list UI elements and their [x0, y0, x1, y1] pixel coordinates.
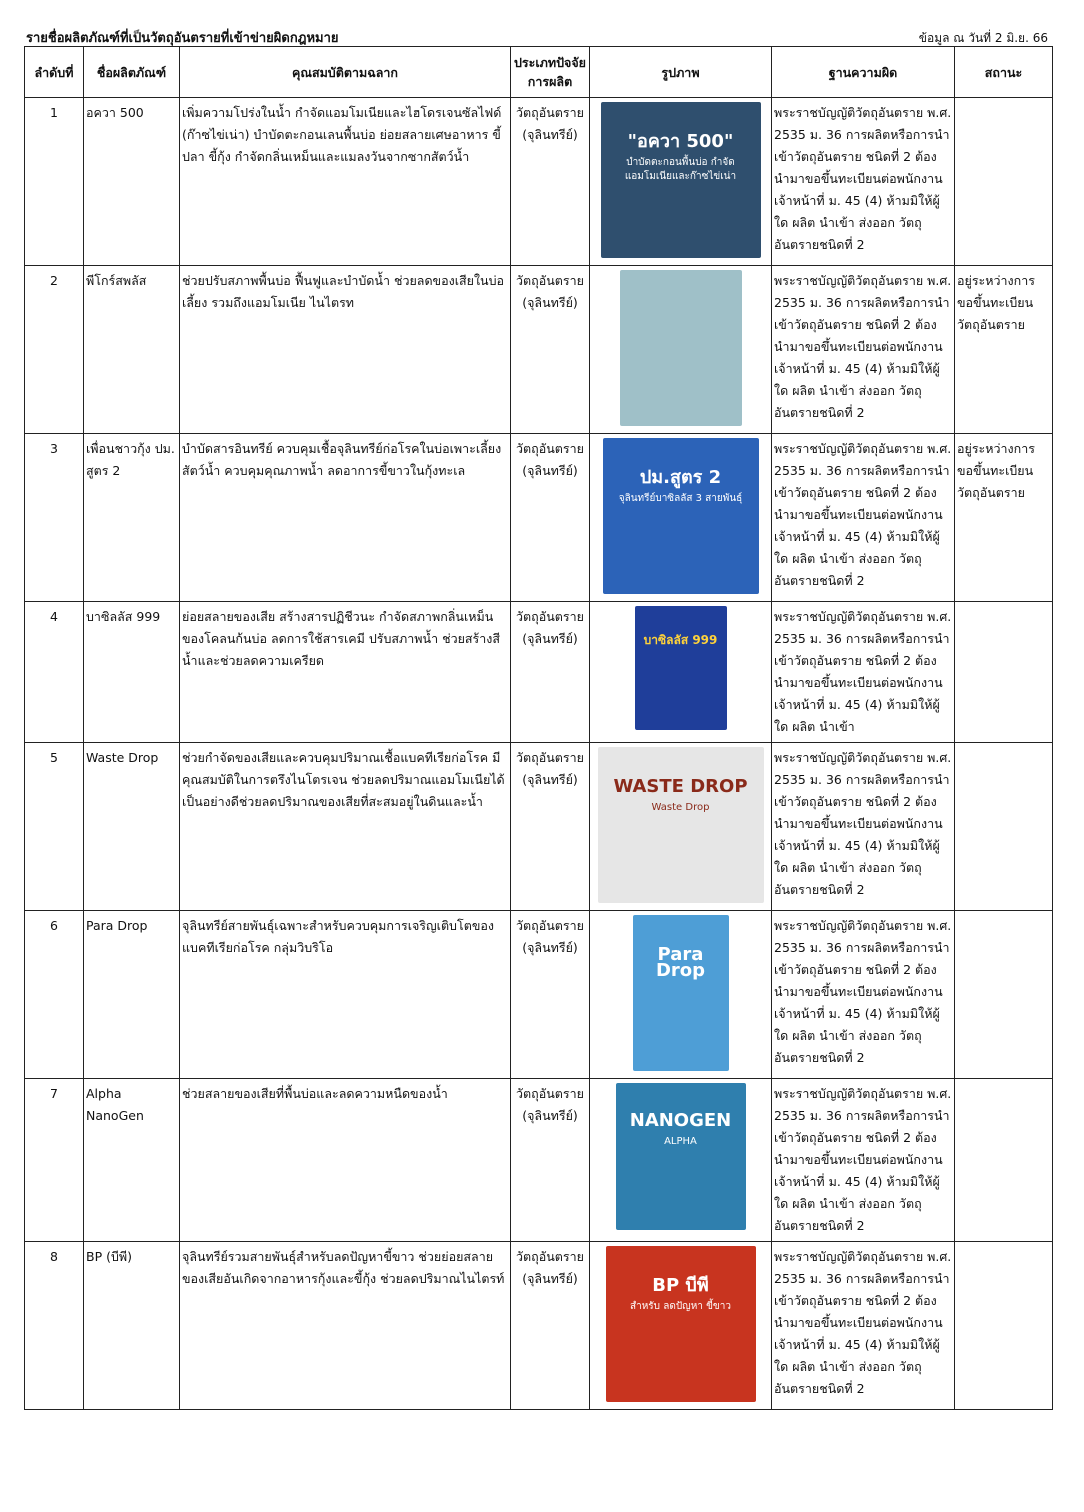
table-header-row	[25, 47, 1053, 98]
product-image	[633, 915, 729, 1071]
row-number: 8	[25, 1242, 84, 1410]
col-header-name: ชื่อผลิตภัณฑ์	[84, 47, 180, 98]
product-name: Para Drop	[84, 911, 180, 1079]
product-type: วัตถุอันตราย (จุลินทรีย์)	[511, 1242, 590, 1410]
product-name: พีโกร์สพลัส	[84, 266, 180, 434]
product-type: วัตถุอันตราย (จุลินทรีย์)	[511, 1079, 590, 1242]
product-image-cell	[590, 434, 772, 602]
page-title: รายชื่อผลิตภัณฑ์ที่เป็นวัตถุอันตรายที่เข้าข่ายผิดกฎหมาย	[26, 31, 339, 46]
product-image-title: ปม.สูตร 2	[639, 467, 722, 488]
offense-basis: พระราชบัญญัติวัตถุอันตราย พ.ศ. 2535 ม. 36 การผลิตหรือการนำเข้าวัตถุอันตราย ชนิดที่ 2 ต้องนำมาขอขึ้นทะเบียนต่อพนักงานเจ้าหน้าที่ ม. 45 (4) ห้ามมิให้ผู้ใด ผลิต นำเข้า ส่งออก วัตถุอันตรายชนิดที่ 2	[772, 911, 955, 1079]
product-table	[24, 46, 1053, 1410]
product-image-cell	[590, 602, 772, 743]
product-properties: ช่วยปรับสภาพพื้นบ่อ ฟื้นฟูและบำบัดน้ำ ช่วยลดของเสียในบ่อเลี้ยง รวมถึงแอมโมเนีย ไนไตรท	[180, 266, 511, 434]
product-image-caption: จุลินทรีย์บาซิลลัส 3 สายพันธุ์	[618, 493, 743, 504]
product-image	[598, 747, 764, 903]
offense-basis: พระราชบัญญัติวัตถุอันตราย พ.ศ. 2535 ม. 36 การผลิตหรือการนำเข้าวัตถุอันตราย ชนิดที่ 2 ต้องนำมาขอขึ้นทะเบียนต่อพนักงานเจ้าหน้าที่ ม. 45 (4) ห้ามมิให้ผู้ใด ผลิต นำเข้า	[772, 602, 955, 743]
product-name: Waste Drop	[84, 743, 180, 911]
table-row	[25, 98, 1053, 266]
offense-basis: พระราชบัญญัติวัตถุอันตราย พ.ศ. 2535 ม. 36 การผลิตหรือการนำเข้าวัตถุอันตราย ชนิดที่ 2 ต้องนำมาขอขึ้นทะเบียนต่อพนักงานเจ้าหน้าที่ ม. 45 (4) ห้ามมิให้ผู้ใด ผลิต นำเข้า ส่งออก วัตถุอันตรายชนิดที่ 2	[772, 434, 955, 602]
row-number: 4	[25, 602, 84, 743]
product-image-caption: ALPHA	[664, 1136, 697, 1147]
col-header-type: ประเภทปัจจัยการผลิต	[511, 47, 590, 98]
product-properties: จุลินทรีย์สายพันธุ์เฉพาะสำหรับควบคุมการเจริญเติบโตของแบคทีเรียก่อโรค กลุ่มวิบริโอ	[180, 911, 511, 1079]
row-number: 6	[25, 911, 84, 1079]
registration-status	[955, 98, 1053, 266]
product-image-cell	[590, 911, 772, 1079]
product-type: วัตถุอันตราย (จุลินทรีย์)	[511, 98, 590, 266]
product-properties: เพิ่มความโปร่งในน้ำ กำจัดแอมโมเนียและไฮโดรเจนซัลไฟด์ (ก๊าซไข่เน่า) บำบัดตะกอนเลนพื้นบ่อ ย่อยสลายเศษอาหาร ขี้ปลา ขี้กุ้ง กำจัดกลิ่นเหม็นและแมลงวันจากซากสัตว์น้ำ	[180, 98, 511, 266]
product-image	[601, 102, 761, 258]
row-number: 5	[25, 743, 84, 911]
product-image-cell	[590, 1242, 772, 1410]
product-image-caption	[620, 306, 742, 310]
product-image	[606, 1246, 756, 1402]
product-name: เพื่อนชาวกุ้ง ปม. สูตร 2	[84, 434, 180, 602]
product-image-caption	[635, 652, 727, 656]
offense-basis: พระราชบัญญัติวัตถุอันตราย พ.ศ. 2535 ม. 36 การผลิตหรือการนำเข้าวัตถุอันตราย ชนิดที่ 2 ต้องนำมาขอขึ้นทะเบียนต่อพนักงานเจ้าหน้าที่ ม. 45 (4) ห้ามมิให้ผู้ใด ผลิต นำเข้า ส่งออก วัตถุอันตรายชนิดที่ 2	[772, 743, 955, 911]
registration-status	[955, 1242, 1053, 1410]
product-image-title: บาซิลลัส 999	[643, 633, 718, 647]
table-row	[25, 1079, 1053, 1242]
row-number: 7	[25, 1079, 84, 1242]
product-image	[635, 606, 727, 730]
product-image-title	[620, 298, 742, 306]
product-image-caption: สำหรับ ลดปัญหา ขี้ขาว	[630, 1301, 731, 1312]
product-properties: ช่วยสลายของเสียที่พื้นบ่อและลดความหนืดของน้ำ	[180, 1079, 511, 1242]
product-type: วัตถุอันตราย (จุลินทรีย์)	[511, 434, 590, 602]
product-image-caption	[633, 983, 729, 987]
product-properties: ย่อยสลายของเสีย สร้างสารปฏิชีวนะ กำจัดสภาพกลิ่นเหม็นของโคลนก้นบ่อ ลดการใช้สารเคมี ปรับสภาพน้ำ ช่วยสร้างสีน้ำและช่วยลดความเครียด	[180, 602, 511, 743]
col-header-no: ลำดับที่	[25, 47, 84, 98]
product-image-title: NANOGEN	[629, 1110, 732, 1131]
product-image-title: "อควา 500"	[627, 131, 734, 152]
product-image-title: WASTE DROP	[613, 776, 748, 797]
table-row	[25, 911, 1053, 1079]
product-image-cell	[590, 98, 772, 266]
table-row	[25, 266, 1053, 434]
col-header-image: รูปภาพ	[590, 47, 772, 98]
product-image	[620, 270, 742, 426]
product-properties: ช่วยกำจัดของเสียและควบคุมปริมาณเชื้อแบคทีเรียก่อโรค มีคุณสมบัติในการตรึงไนโตรเจน ช่วยลดปริมาณแอมโมเนียได้เป็นอย่างดีช่วยลดปริมาณของเสียที่สะสมอยู่ในดินและน้ำ	[180, 743, 511, 911]
product-type: วัตถุอันตราย (จุลินทรีย์)	[511, 266, 590, 434]
product-type: วัตถุอันตราย (จุลินทรีย์)	[511, 602, 590, 743]
col-header-props: คุณสมบัติตามฉลาก	[180, 47, 511, 98]
registration-status	[955, 743, 1053, 911]
row-number: 3	[25, 434, 84, 602]
product-image-cell	[590, 743, 772, 911]
registration-status	[955, 911, 1053, 1079]
row-number: 1	[25, 98, 84, 266]
table-row	[25, 743, 1053, 911]
table-row	[25, 434, 1053, 602]
col-header-offense: ฐานความผิด	[772, 47, 955, 98]
product-image	[603, 438, 759, 594]
registration-status	[955, 1079, 1053, 1242]
product-type: วัตถุอันตราย (จุลินทรีย์)	[511, 743, 590, 911]
data-date: ข้อมูล ณ วันที่ 2 มิ.ย. 66	[918, 31, 1048, 45]
product-name: Alpha NanoGen	[84, 1079, 180, 1242]
offense-basis: พระราชบัญญัติวัตถุอันตราย พ.ศ. 2535 ม. 36 การผลิตหรือการนำเข้าวัตถุอันตราย ชนิดที่ 2 ต้องนำมาขอขึ้นทะเบียนต่อพนักงานเจ้าหน้าที่ ม. 45 (4) ห้ามมิให้ผู้ใด ผลิต นำเข้า ส่งออก วัตถุอันตรายชนิดที่ 2	[772, 266, 955, 434]
product-name: บาซิลลัส 999	[84, 602, 180, 743]
product-name: BP (บีพี)	[84, 1242, 180, 1410]
col-header-status: สถานะ	[955, 47, 1053, 98]
row-number: 2	[25, 266, 84, 434]
registration-status	[955, 602, 1053, 743]
product-image-caption: บำบัดตะกอนพื้นบ่อ กำจัดแอมโมเนียและก๊าซไข่เน่า	[624, 157, 737, 182]
table-row	[25, 602, 1053, 743]
product-name: อควา 500	[84, 98, 180, 266]
offense-basis: พระราชบัญญัติวัตถุอันตราย พ.ศ. 2535 ม. 36 การผลิตหรือการนำเข้าวัตถุอันตราย ชนิดที่ 2 ต้องนำมาขอขึ้นทะเบียนต่อพนักงานเจ้าหน้าที่ ม. 45 (4) ห้ามมิให้ผู้ใด ผลิต นำเข้า ส่งออก วัตถุอันตรายชนิดที่ 2	[772, 1242, 955, 1410]
product-image-cell	[590, 1079, 772, 1242]
registration-status: อยู่ระหว่างการขอขึ้นทะเบียนวัตถุอันตราย	[955, 266, 1053, 434]
table-row	[25, 1242, 1053, 1410]
offense-basis: พระราชบัญญัติวัตถุอันตราย พ.ศ. 2535 ม. 36 การผลิตหรือการนำเข้าวัตถุอันตราย ชนิดที่ 2 ต้องนำมาขอขึ้นทะเบียนต่อพนักงานเจ้าหน้าที่ ม. 45 (4) ห้ามมิให้ผู้ใด ผลิต นำเข้า ส่งออก วัตถุอันตรายชนิดที่ 2	[772, 1079, 955, 1242]
product-properties: จุลินทรีย์รวมสายพันธุ์สำหรับลดปัญหาขี้ขาว ช่วยย่อยสลายของเสียอันเกิดจากอาหารกุ้งและขี้กุ้ง ช่วยลดปริมาณไนไตรท์	[180, 1242, 511, 1410]
offense-basis: พระราชบัญญัติวัตถุอันตราย พ.ศ. 2535 ม. 36 การผลิตหรือการนำเข้าวัตถุอันตราย ชนิดที่ 2 ต้องนำมาขอขึ้นทะเบียนต่อพนักงานเจ้าหน้าที่ ม. 45 (4) ห้ามมิให้ผู้ใด ผลิต นำเข้า ส่งออก วัตถุอันตรายชนิดที่ 2	[772, 98, 955, 266]
product-properties: บำบัดสารอินทรีย์ ควบคุมเชื้อจุลินทรีย์ก่อโรคในบ่อเพาะเลี้ยงสัตว์น้ำ ควบคุมคุณภาพน้ำ ลดอาการขี้ขาวในกุ้งทะเล	[180, 434, 511, 602]
product-image-cell	[590, 266, 772, 434]
registration-status: อยู่ระหว่างการขอขึ้นทะเบียนวัตถุอันตราย	[955, 434, 1053, 602]
product-image-title: Para Drop	[655, 944, 706, 981]
product-image-caption: Waste Drop	[651, 802, 710, 813]
product-image	[616, 1083, 746, 1230]
product-type: วัตถุอันตราย (จุลินทรีย์)	[511, 911, 590, 1079]
product-image-title: BP บีพี	[652, 1275, 709, 1296]
